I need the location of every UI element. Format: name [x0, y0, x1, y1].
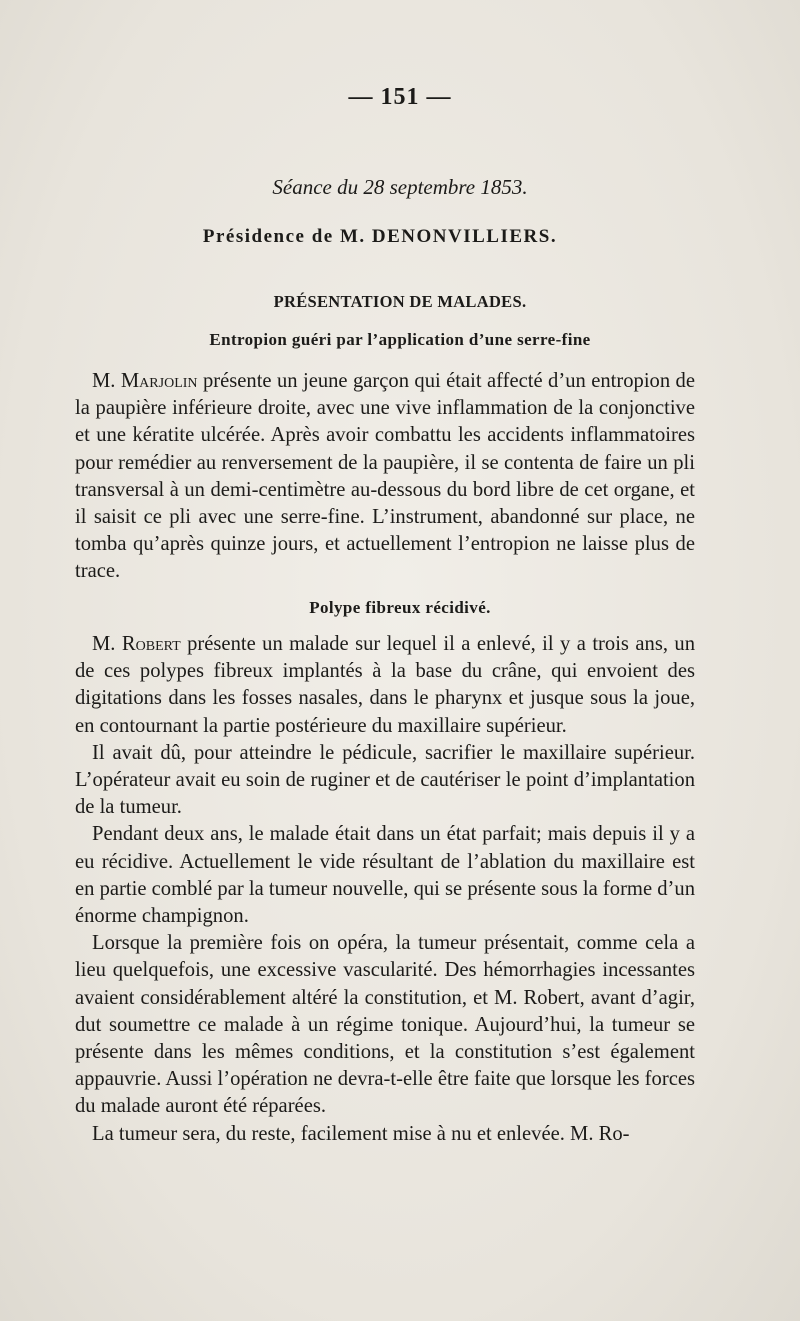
case1-heading: Entropion guéri par l’application d’une serre-fine [209, 330, 591, 349]
session-date: Séance du 28 septembre 1853. [272, 175, 528, 199]
case1-paragraph-text: présente un jeune garçon qui était affecté d’un entropion de la paupière inférieure droite, avec une vive inflammation de la conjonctive et une kératite ulcérée. Après avoir combattu les accidents inflammatoires pour remédier au renversement de la paupière, il se contenta de faire un pli transversal à un demi-centimètre au-dessous du bord libre de cet organe, et il saisit ce pli avec une serre-fine. L’instrument, abandonné sur place, ne tomba qu’après quinze jours, et actuellement l’entropion ne laisse plus de trace. [75, 370, 695, 583]
case2-paragraph: M. Robert présente un malade sur lequel il a enlevé, il y a trois ans, un de ces polypes fibreux implantés à la base du crâne, qui envoient des digitations dans les fosses nasales, dans le pharynx et jusque sous la joue, en contournant la partie postérieure du maxillaire supérieur. [75, 633, 696, 737]
case1-surgeon-name: Marjolin [120, 370, 198, 392]
case2-paragraph: La tumeur sera, du reste, facilement mise à nu et enlevée. M. Ro- [92, 1122, 630, 1145]
case1-paragraph: M. Marjolin présente un jeune garçon qui était affecté d’un entropion de la paupière inférieure droite, avec une vive inflammation de la conjonctive et une kératite ulcérée. Après avoir combattu les accidents inflammatoires pour remédier au renversement de la paupière, il se contenta de faire un pli transversal à un demi-centimètre au-dessous du bord libre de cet organe, et il saisit ce pli avec une serre-fine. L’instrument, abandonné sur place, ne tomba qu’après quinze jours, et actuellement l’entropion ne laisse plus de trace. [75, 370, 695, 583]
presidence-line: Présidence de M. DENONVILLIERS. [202, 226, 558, 247]
case2-paragraph: Lorsque la première fois on opéra, la tumeur présentait, comme cela a lieu quelquefois, une excessive vascularité. Des hémorrhagies incessantes avaient considérablement altéré la constitution, et M. Robert, avant d’agir, dut soumettre ce malade à un régime tonique. Aujourd’hui, la tumeur se présente dans les mêmes conditions, et la constitution s’est également appauvrie. Aussi l’opération ne devra-t-elle être faite que lorsque les forces du malade auront été réparées. [75, 932, 695, 1118]
case2-heading: Polype fibreux récidivé. [309, 598, 491, 617]
case2-paragraph-text: présente un malade sur lequel il a enlevé, il y a trois ans, un de ces polypes fibreux implantés à la base du crâne, qui envoient des digitations dans les fosses nasales, dans le pharynx et jusque sous la joue, en contournant la partie postérieure du maxillaire supérieur. [75, 633, 696, 737]
case2-paragraph: Pendant deux ans, le malade était dans un état parfait; mais depuis il y a eu récidive. Actuellement le vide résultant de l’ablation du maxillaire est en partie comblé par la tumeur nouvelle, qui se présente sous la forme d’un énorme champignon. [75, 823, 695, 928]
case2-paragraph: Il avait dû, pour atteindre le pédicule, sacrifier le maxillaire supérieur. L’opérateur avait eu soin de ruginer et de cautériser le point d’implantation de la tumeur. [75, 741, 695, 819]
section-title: PRÉSENTATION DE MALADES. [273, 292, 527, 311]
case2-body [75, 631, 695, 1148]
bleed-through-decoration [84, 128, 89, 149]
page-number: — 151 — [348, 84, 452, 110]
case1-body [75, 368, 695, 586]
case2-surgeon-name: Robert [121, 633, 181, 655]
